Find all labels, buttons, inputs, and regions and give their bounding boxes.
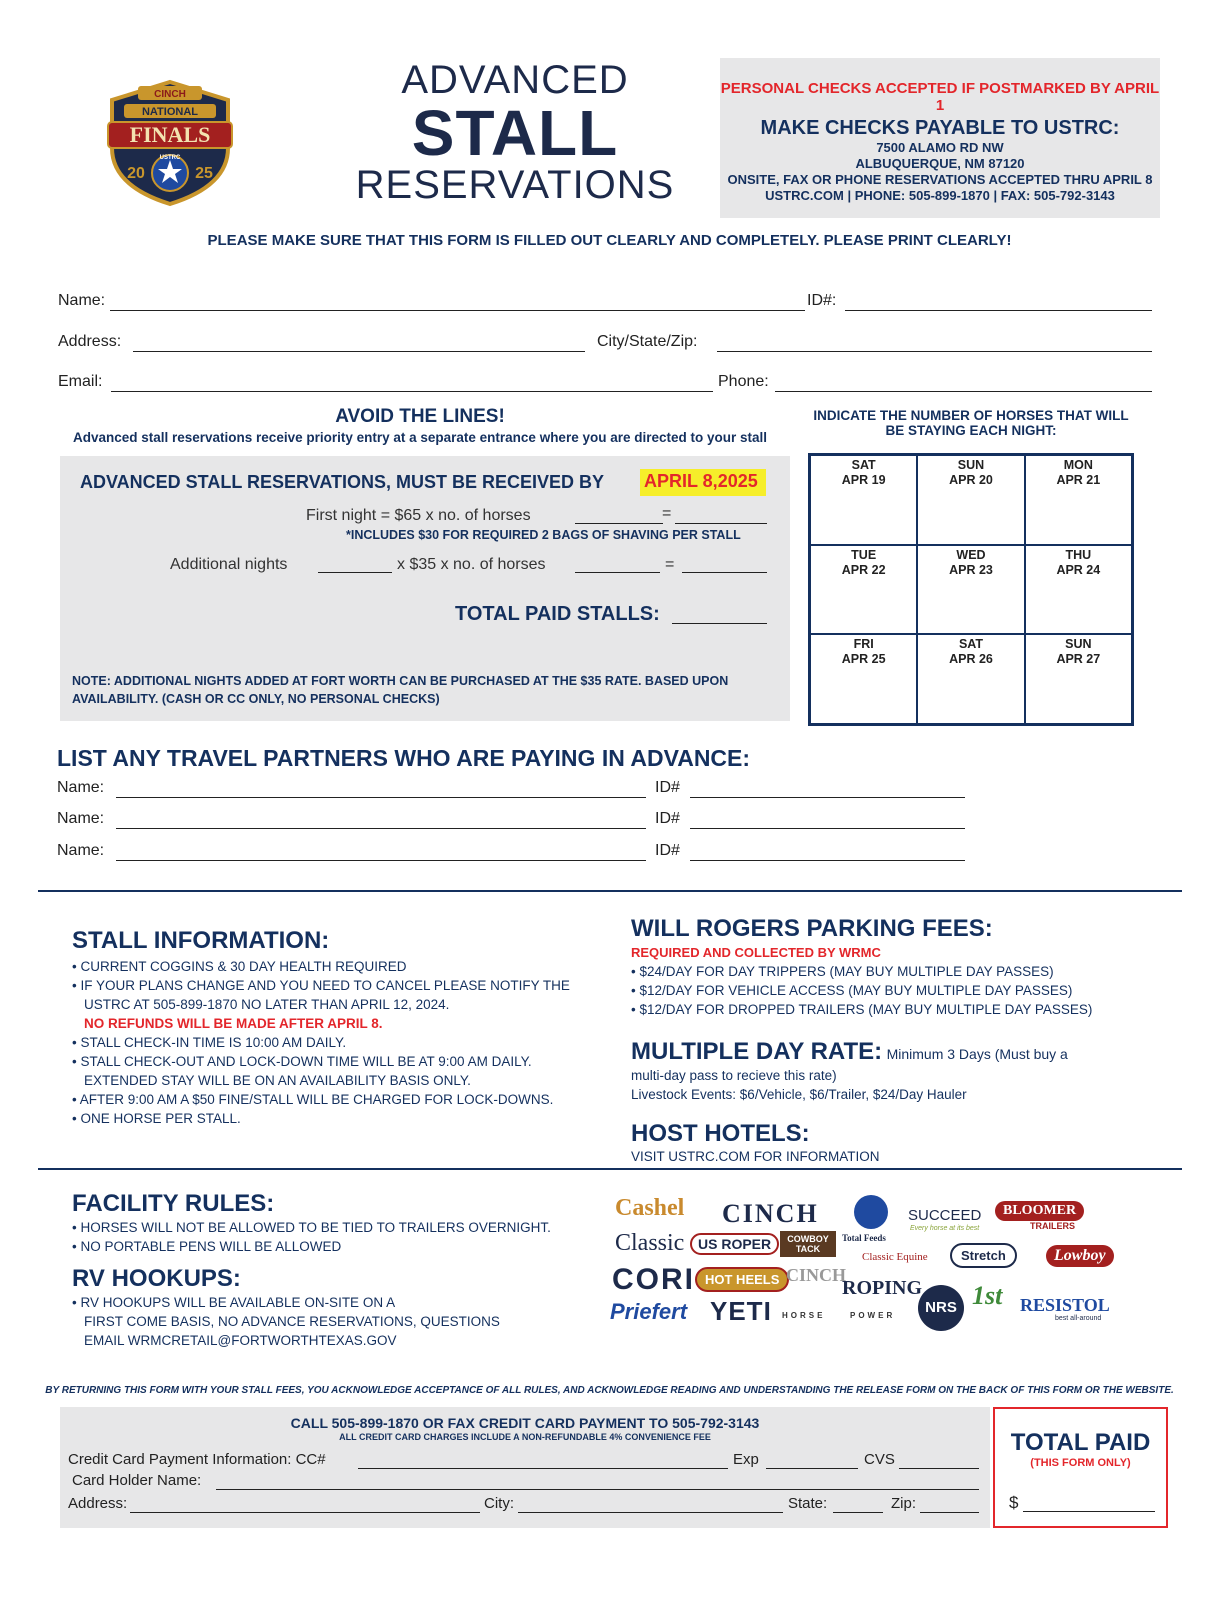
cori-logo: CORI	[612, 1263, 695, 1296]
partner-name-field-3[interactable]	[116, 844, 646, 861]
multi-day-desc3: Livestock Events: $6/Vehicle, $6/Trailer, $24/Day Hauler	[631, 1087, 967, 1102]
cal-date: APR 20	[949, 473, 993, 487]
stretch-logo: Stretch	[950, 1243, 1017, 1268]
cal-date: APR 23	[949, 562, 993, 577]
calendar-title: INDICATE THE NUMBER OF HORSES THAT WILL BE STAYING EACH NIGHT:	[813, 408, 1129, 438]
resistol-logo: RESISTOL	[1020, 1295, 1110, 1315]
partner-name-field-1[interactable]	[116, 781, 646, 798]
additional-horses-field[interactable]	[575, 557, 660, 573]
calendar-cell[interactable]	[810, 634, 917, 724]
parking-list	[631, 962, 1171, 1019]
bloomer-logo: BLOOMER	[995, 1201, 1084, 1221]
cc-number-label: Credit Card Payment Information: CC#	[68, 1451, 326, 1468]
cc-exp-field[interactable]	[766, 1453, 858, 1469]
mail-address-line2: ALBUQUERQUE, NM 87120	[855, 156, 1025, 171]
nights-calendar	[808, 453, 1134, 726]
partner-id-label: ID#	[655, 842, 680, 859]
payable-to: MAKE CHECKS PAYABLE TO USTRC:	[760, 117, 1120, 139]
list-item: EXTENDED STAY WILL BE ON AN AVAILABILITY BASIS ONLY.	[84, 1073, 471, 1088]
total-paid-heading: TOTAL PAID	[1010, 1429, 1151, 1456]
roping-logo: ROPING	[842, 1277, 922, 1299]
no-refunds-note: NO REFUNDS WILL BE MADE AFTER APRIL 8.	[84, 1016, 383, 1031]
personal-checks-note: PERSONAL CHECKS ACCEPTED IF POSTMARKED BY APRIL 1	[720, 80, 1160, 114]
list-item: USTRC AT 505-899-1870 NO LATER THAN APRIL 12, 2024.	[84, 997, 450, 1012]
lowboy-logo: Lowboy	[1046, 1245, 1114, 1267]
title-advanced: ADVANCED	[401, 58, 629, 102]
cal-date: APR 25	[841, 652, 886, 667]
multi-day-heading: MULTIPLE DAY RATE:	[631, 1038, 883, 1065]
id-label: ID#:	[807, 292, 837, 309]
usroper-logo: US ROPER	[690, 1233, 779, 1255]
cowboy-tack-logo: COWBOY TACK	[780, 1231, 836, 1257]
title-stall: STALL	[411, 97, 619, 169]
total-paid-stalls-field[interactable]	[672, 606, 767, 624]
cal-day: MON	[1063, 458, 1093, 472]
acknowledgement-text: BY RETURNING THIS FORM WITH YOUR STALL FEES, YOU ACKNOWLEDGE ACCEPTANCE OF ALL RULES, AND ACKNOWLEDGE READING AND UNDERSTANDING THE RELEASE FORM ON THE BACK OF THIS FORM OR THE WEBSITE.	[45, 1385, 1174, 1396]
additional-nights-note: NOTE: ADDITIONAL NIGHTS ADDED AT FORT WORTH CAN BE PURCHASED AT THE $35 RATE. BASED UPON AVAILABILITY. (CASH OR CC ONLY, NO PERSONAL CHECKS)	[72, 674, 729, 706]
phone-label: Phone:	[718, 373, 769, 390]
avoid-lines-subtitle: Advanced stall reservations receive priority entry at a separate entrance where you are directed to your stall	[72, 430, 768, 445]
resistol-tagline: best all-around	[1055, 1315, 1102, 1322]
logo-mid-text: NATIONAL	[141, 106, 199, 118]
partner-name-label: Name:	[57, 779, 105, 796]
email-label: Email:	[58, 373, 103, 390]
list-item: • CURRENT COGGINS & 30 DAY HEALTH REQUIRED	[72, 959, 407, 974]
this-form-only-note: (THIS FORM ONLY)	[1030, 1457, 1131, 1469]
reservation-heading: ADVANCED STALL RESERVATIONS, MUST BE RECEIVED BY	[80, 472, 605, 492]
list-item: • $24/DAY FOR DAY TRIPPERS (MAY BUY MULTIPLE DAY PASSES)	[631, 964, 1054, 979]
succeed-tagline: Every horse at its best	[910, 1225, 980, 1232]
cc-exp-label: Exp	[733, 1451, 759, 1468]
cc-city-label: City:	[484, 1495, 514, 1512]
payment-info-box	[720, 58, 1160, 218]
calendar-cell[interactable]	[810, 455, 917, 545]
cc-zip-field[interactable]	[920, 1497, 979, 1513]
logo-year-left: 20	[127, 165, 145, 182]
cal-date: APR 24	[1056, 562, 1101, 577]
nrs-logo: NRS	[918, 1285, 964, 1331]
first-logo: 1st	[972, 1281, 1003, 1310]
partner-name-label: Name:	[57, 810, 105, 827]
list-item: • STALL CHECK-IN TIME IS 10:00 AM DAILY.	[72, 1035, 347, 1050]
roping-sub: POWER	[850, 1311, 896, 1320]
calendar-cell[interactable]	[917, 545, 1024, 635]
first-night-equals: =	[662, 505, 672, 522]
contact-info: USTRC.COM | PHONE: 505-899-1870 | FAX: 505-792-3143	[765, 188, 1115, 203]
card-holder-field[interactable]	[216, 1474, 979, 1490]
hot-heels-logo: HOT HEELS	[695, 1267, 789, 1292]
multi-day-desc1: Minimum 3 Days (Must buy a	[886, 1046, 1068, 1062]
city-state-zip-field[interactable]	[717, 335, 1152, 352]
calendar-cell[interactable]	[1025, 455, 1132, 545]
list-item: • STALL CHECK-OUT AND LOCK-DOWN TIME WILL BE AT 9:00 AM DAILY.	[72, 1054, 532, 1069]
cal-day: SUN	[1065, 637, 1092, 652]
additional-nights-label: Additional nights	[170, 556, 288, 573]
total-feeds-icon	[854, 1195, 888, 1229]
calendar-cell[interactable]	[917, 455, 1024, 545]
travel-partners-heading: LIST ANY TRAVEL PARTNERS WHO ARE PAYING IN ADVANCE:	[57, 745, 751, 771]
cc-number-field[interactable]	[358, 1453, 728, 1469]
cal-day: SUN	[957, 458, 985, 472]
first-night-label: First night = $65 x no. of horses	[306, 507, 531, 524]
total-paid-stalls-label: TOTAL PAID STALLS:	[455, 603, 660, 625]
list-item: • AFTER 9:00 AM A $50 FINE/STALL WILL BE CHARGED FOR LOCK-DOWNS.	[72, 1092, 554, 1107]
avoid-lines-heading: AVOID THE LINES!	[335, 406, 505, 427]
list-item: • $12/DAY FOR VEHICLE ACCESS (MAY BUY MULTIPLE DAY PASSES)	[631, 983, 1073, 998]
cashel-logo: Cashel	[615, 1195, 685, 1221]
facility-rules-heading: FACILITY RULES:	[72, 1190, 275, 1217]
first-night-total-field[interactable]	[675, 508, 767, 524]
dollar-sign: $	[1009, 1493, 1019, 1512]
cc-cvs-label: CVS	[864, 1451, 895, 1468]
logo-main-text: FINALS	[129, 122, 211, 147]
email-field[interactable]	[111, 375, 713, 392]
succeed-logo: SUCCEED	[908, 1207, 982, 1224]
multi-day-desc2: multi-day pass to recieve this rate)	[631, 1068, 837, 1083]
classic-equine-logo: Classic Equine	[862, 1251, 928, 1263]
logo-top-text: CINCH	[154, 89, 186, 100]
list-item: • NO PORTABLE PENS WILL BE ALLOWED	[72, 1239, 342, 1254]
partner-id-field-3[interactable]	[690, 844, 965, 861]
calendar-cell[interactable]	[917, 634, 1024, 724]
partner-id-field-2[interactable]	[690, 812, 965, 829]
stall-info-list	[72, 957, 592, 1128]
list-item: • ONE HORSE PER STALL.	[72, 1111, 241, 1126]
cc-address-label: Address:	[68, 1495, 128, 1512]
cal-date: APR 22	[841, 562, 886, 577]
credit-card-call-note: CALL 505-899-1870 OR FAX CREDIT CARD PAYMENT TO 505-792-3143	[290, 1415, 760, 1431]
sponsor-logos	[610, 1195, 1130, 1330]
partner-id-label: ID#	[655, 779, 680, 796]
cc-zip-label: Zip:	[891, 1495, 917, 1512]
reservation-deadline: APRIL 8,2025	[640, 469, 766, 496]
host-hotels-desc: VISIT USTRC.COM FOR INFORMATION	[631, 1149, 880, 1164]
total-feeds-logo: Total Feeds	[842, 1233, 886, 1243]
list-item: • HORSES WILL NOT BE ALLOWED TO BE TIED TO TRAILERS OVERNIGHT.	[72, 1220, 551, 1235]
cal-day: SAT	[958, 637, 984, 652]
total-paid-field[interactable]	[1023, 1495, 1155, 1512]
cal-day: TUE	[851, 547, 877, 562]
multi-day-section	[631, 1038, 1171, 1066]
cinch-horse-logo: CINCH	[786, 1265, 847, 1285]
total-paid-box	[993, 1407, 1168, 1528]
section-divider	[38, 1168, 1182, 1170]
cal-day: SAT	[851, 458, 876, 472]
title-reservations: RESERVATIONS	[355, 163, 675, 207]
cinch-logo: CINCH	[722, 1199, 819, 1228]
list-item: • $12/DAY FOR DROPPED TRAILERS (MAY BUY MULTIPLE DAY PASSES)	[631, 1002, 1093, 1017]
name-field[interactable]	[110, 294, 805, 311]
cal-day: FRI	[853, 637, 874, 652]
bloomer-sub: TRAILERS	[1030, 1221, 1075, 1231]
mail-address-line1: 7500 ALAMO RD NW	[876, 140, 1004, 155]
name-label: Name:	[58, 292, 106, 309]
cinch-horse-sub: HORSE	[782, 1311, 826, 1320]
calendar-cell[interactable]	[1025, 634, 1132, 724]
parking-heading: WILL ROGERS PARKING FEES:	[631, 915, 993, 942]
first-night-horses-field[interactable]	[575, 508, 663, 524]
city-state-zip-label: City/State/Zip:	[597, 333, 698, 350]
phone-field[interactable]	[775, 375, 1152, 392]
cc-cvs-field[interactable]	[899, 1453, 979, 1469]
rv-hookups-heading: RV HOOKUPS:	[72, 1265, 241, 1292]
form-instructions: PLEASE MAKE SURE THAT THIS FORM IS FILLED OUT CLEARLY AND COMPLETELY. PLEASE PRINT CLEARLY!	[207, 232, 1012, 249]
stall-info-heading: STALL INFORMATION:	[72, 927, 330, 954]
card-holder-label: Card Holder Name:	[72, 1472, 202, 1489]
cc-state-label: State:	[788, 1495, 828, 1512]
partner-name-field-2[interactable]	[116, 812, 646, 829]
calendar-cell[interactable]	[810, 545, 917, 635]
facility-rules-list	[72, 1218, 592, 1256]
address-field[interactable]	[133, 335, 585, 352]
additional-equals: =	[665, 556, 675, 573]
list-item: EMAIL WRMCRETAIL@FORTWORTHTEXAS.GOV	[84, 1333, 397, 1348]
cc-city-field[interactable]	[518, 1497, 783, 1513]
cal-date: APR 19	[841, 473, 886, 487]
cal-date: APR 26	[949, 652, 993, 667]
calendar-cell[interactable]	[1025, 545, 1132, 635]
shaving-note: *INCLUDES $30 FOR REQUIRED 2 BAGS OF SHAVING PER STALL	[346, 528, 741, 542]
classic-logo: Classic	[615, 1230, 685, 1256]
cc-address-field[interactable]	[130, 1497, 480, 1513]
additional-rate-label: x $35 x no. of horses	[397, 556, 546, 573]
additional-total-field[interactable]	[682, 557, 767, 573]
onsite-note: ONSITE, FAX OR PHONE RESERVATIONS ACCEPTED THRU APRIL 8	[727, 172, 1153, 187]
rv-hookups-list	[72, 1293, 592, 1350]
cinch-national-finals-logo	[100, 78, 240, 208]
id-field[interactable]	[845, 294, 1152, 311]
list-item: • RV HOOKUPS WILL BE AVAILABLE ON-SITE ON A	[72, 1295, 396, 1310]
list-item: FIRST COME BASIS, NO ADVANCE RESERVATIONS, QUESTIONS	[84, 1314, 500, 1329]
convenience-fee-note: ALL CREDIT CARD CHARGES INCLUDE A NON-REFUNDABLE 4% CONVENIENCE FEE	[339, 1432, 711, 1442]
logo-badge-text: USTRC	[159, 155, 181, 161]
cal-day: WED	[956, 547, 986, 562]
cc-state-field[interactable]	[833, 1497, 883, 1513]
additional-nights-field[interactable]	[318, 557, 392, 573]
host-hotels-heading: HOST HOTELS:	[631, 1120, 810, 1147]
yeti-logo: YETI	[710, 1296, 772, 1326]
cal-date: APR 21	[1056, 473, 1101, 487]
logo-year-right: 25	[195, 165, 213, 182]
cal-date: APR 27	[1056, 652, 1101, 667]
partner-id-field-1[interactable]	[690, 781, 965, 798]
parking-required-note: REQUIRED AND COLLECTED BY WRMC	[631, 945, 881, 960]
list-item: • IF YOUR PLANS CHANGE AND YOU NEED TO CANCEL PLEASE NOTIFY THE	[72, 978, 570, 993]
partner-id-label: ID#	[655, 810, 680, 827]
address-label: Address:	[58, 333, 122, 350]
partner-name-label: Name:	[57, 842, 105, 859]
section-divider	[38, 890, 1182, 892]
cal-day: THU	[1065, 547, 1092, 562]
priefert-logo: Priefert	[610, 1299, 688, 1324]
